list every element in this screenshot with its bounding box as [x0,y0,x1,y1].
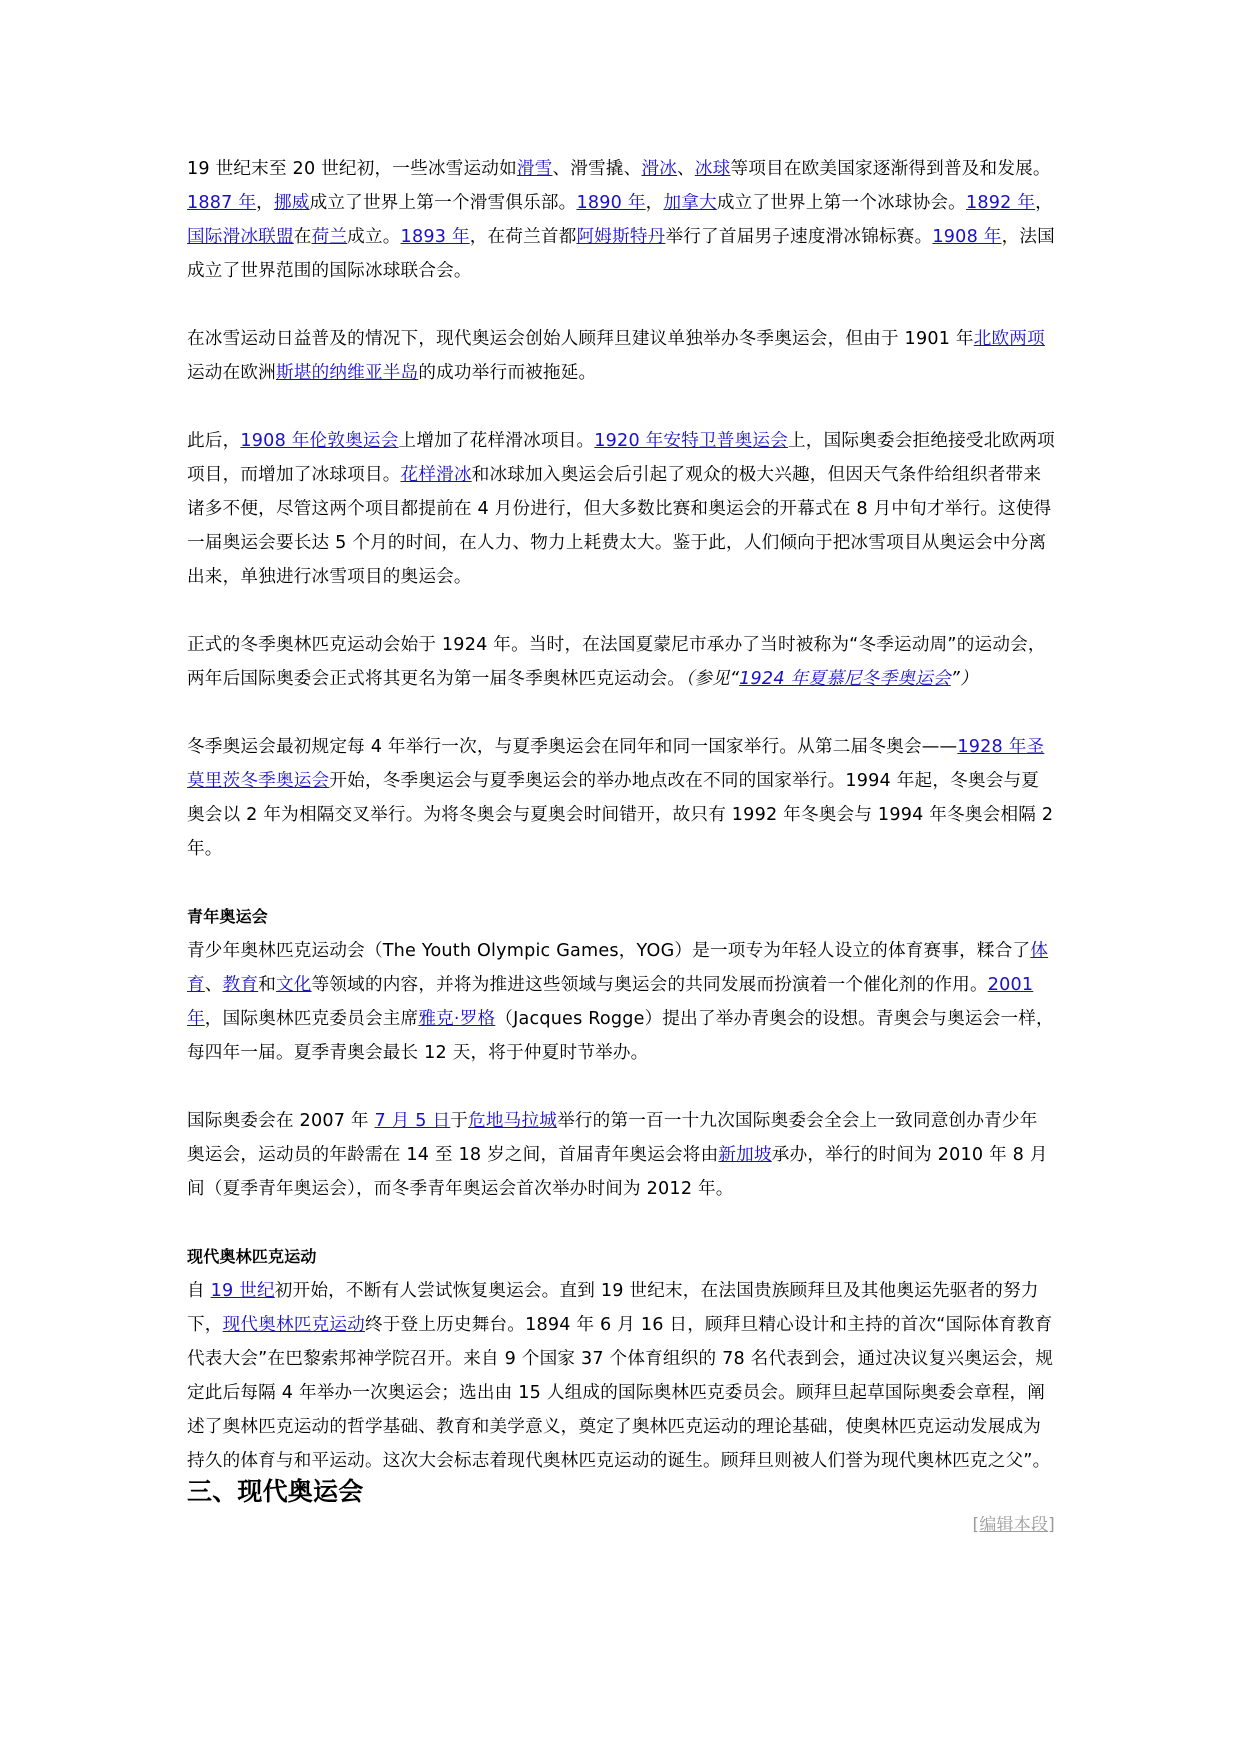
inline-link[interactable]: 1887 年 [187,193,257,213]
text-run: 等项目在欧美国家逐渐得到普及和发展。 [730,159,1051,179]
text-run: ”） [950,669,978,689]
paragraph-modern-olympic-movement [187,1274,1055,1478]
inline-link[interactable]: 19 世纪 [210,1281,275,1301]
paragraph-winter-olympics-schedule [187,730,1055,866]
paragraph-separate-winter-games-proposal [187,322,1055,390]
youth-olympics-heading: 青年奥运会 [187,907,269,926]
text-run: 和冰球加入奥运会后引起了观众的极大兴趣，但因天气条件给组织者带来诸多不便，尽管这两个项目都提前在 4 月份进行，但大多数比赛和奥运会的开幕式在 8 月中旬才举行。这使得一届奥运会要长达 5 个月的时间，在人力、物力上耗费太大。鉴于此，人们倾向于把冰雪项目从奥运会中分离出来，单独进行冰雪项目的奥运会。 [187,465,1052,587]
text-run: ， [256,193,274,213]
text-run: 和 [258,975,276,995]
text-run: 承办，举行的时间为 2010 年 8 月间（夏季青年奥运会），而冬季青年奥运会首次举办时间为 2012 年。 [187,1145,1048,1199]
text-run: 、 [204,975,223,995]
inline-link[interactable]: 滑雪 [516,159,553,179]
text-run: 开始，冬季奥运会与夏季奥运会的举办地点改在不同的国家举行。1994 年起，冬奥会与夏奥会以 2 年为相隔交叉举行。为将冬奥会与夏奥会时间错开，故只有 1992 年冬奥会与 1994 年冬奥会相隔 2 年。 [187,771,1054,859]
inline-link[interactable]: 花样滑冰 [400,465,472,485]
text-run: ， [1035,193,1053,213]
text-run: 成立了世界上第一个滑雪俱乐部。 [309,193,577,213]
text-run: 运动在欧洲 [187,363,276,383]
text-run: 等领域的内容，并将为推进这些领域与奥运会的共同发展而扮演着一个催化剂的作用。 [311,975,988,995]
text-run: 的成功举行而被拖延。 [418,363,597,383]
text-run: 、 [677,159,695,179]
text-run: ，在荷兰首都 [469,227,577,247]
text-run: 在冰雪运动日益普及的情况下，现代奥运会创始人顾拜旦建议单独举办冬季奥运会，但由于 1901 年 [187,329,974,349]
text-run: （Jacques Rogge）提出了举办青奥会的设想。青奥会与奥运会一样，每四年一届。夏季青奥会最长 12 天，将于仲夏时节举办。 [187,1009,1054,1063]
inline-link[interactable]: 1890 年 [576,193,646,213]
inline-link[interactable]: 1892 年 [965,193,1036,213]
paragraph-youth-olympics-intro [187,934,1055,1070]
inline-link[interactable]: 文化 [275,975,312,995]
inline-link[interactable]: 1924 年夏慕尼冬季奥运会 [739,669,951,689]
inline-link[interactable]: 国际滑冰联盟 [187,227,294,247]
text-run: 终于登上历史舞台。1894 年 6 月 16 日，顾拜旦精心设计和主持的首次“国际体育教育代表大会”在巴黎索邦神学院召开。来自 9 个国家 37 个体育组织的 78 名代表到会，通过决议复兴奥运会，规定此后每隔 4 年举办一次奥运会；选出由 15 人组成的国际奥林匹克委员会。顾拜旦起草国际奥委会章程，阐述了奥林匹克运动的哲学基础、教育和美学意义，奠定了奥林匹克运动的理论基础，使奥林匹克运动发展成为持久的体育与和平运动。这次大会标志着现代奥林匹克运动的诞生。顾拜旦则被人们誉为现代奥林匹克之父”。 [187,1315,1054,1471]
text-run: 青少年奥林匹克运动会（The Youth Olympic Games，YOG）是一项专为年轻人设立的体育赛事，糅合了 [187,941,1031,961]
inline-link[interactable]: 阿姆斯特丹 [576,227,666,247]
edit-bracket-open: [ [972,1515,980,1535]
text-run: ，国际奥林匹克委员会主席 [204,1009,419,1029]
inline-link[interactable]: 滑冰 [641,159,678,179]
text-run: 初开始，不断有人尝试恢复奥运会。直到 19 世纪末，在法国贵族顾拜旦及其他奥运先驱者的努力下， [187,1281,1039,1335]
inline-link[interactable]: 教育 [222,975,259,995]
text-run: 举行了首届男子速度滑冰锦标赛。 [665,227,933,247]
text-run: 成立。 [347,227,401,247]
winter-olympics-section [187,152,1055,866]
text-run: 上，国际奥委会拒绝接受北欧两项项目，而增加了冰球项目。 [187,431,1055,485]
text-run: 举行的第一百一十九次国际奥委会全会上一致同意创办青少年奥运会，运动员的年龄需在 14 至 18 岁之间，首届青年奥运会将由 [187,1111,1038,1165]
text-run: 国际奥委会在 2007 年 [187,1111,375,1131]
section-heading: 三、现代奥运会 [187,1477,364,1506]
edit-section [187,1510,1055,1540]
edit-section-link[interactable]: 编辑本段 [979,1515,1049,1535]
inline-link[interactable]: 斯堪的纳维亚半岛 [275,363,419,383]
paragraph-first-winter-olympics [187,628,1055,696]
inline-link[interactable]: 荷兰 [311,227,348,247]
inline-link[interactable]: 1908 年 [932,227,1002,247]
text-run: 成立了世界上第一个冰球协会。 [716,193,966,213]
paragraph-youth-olympics-approval [187,1104,1055,1206]
text-run: 、滑雪撬、 [552,159,642,179]
inline-link[interactable]: 北欧两项 [973,329,1045,349]
text-run: 冬季奥运会最初规定每 4 年举行一次，与夏季奥运会在同年和同一国家举行。从第二届冬奥会—— [187,737,958,757]
inline-link[interactable]: 1928 年圣莫里茨冬季奥运会 [187,737,1045,791]
text-run: 于 [450,1111,469,1131]
inline-link[interactable]: 1908 年伦敦奥运会 [240,431,399,451]
text-run: ，法国成立了世界范围的国际冰球联合会。 [187,227,1055,281]
text-run: ， [645,193,664,213]
document-page [187,152,1055,1540]
youth-olympics-section [187,934,1055,1206]
inline-link[interactable]: 新加坡 [718,1145,772,1165]
text-run: 19 世纪末至 20 世纪初，一些冰雪运动如 [187,159,517,179]
inline-link[interactable]: 危地马拉城 [468,1111,558,1131]
paragraph-winter-sports-history [187,152,1055,288]
inline-link[interactable]: 1893 年 [400,227,470,247]
text-run: 此后， [187,431,241,451]
edit-bracket-close: ] [1048,1515,1055,1535]
inline-link[interactable]: 加拿大 [663,193,717,213]
text-run: 正式的冬季奥林匹克运动会始于 1924 年。当时，在法国夏蒙尼市承办了当时被称为“冬季运动周”的运动会，两年后国际奥委会正式将其更名为第一届冬季奥林匹克运动会。 [187,635,1046,689]
text-run: （参见“ [685,669,740,689]
inline-link[interactable]: 2001 年 [187,975,1034,1029]
inline-link[interactable]: 体育 [187,941,1049,995]
inline-link[interactable]: 7 月 5 日 [374,1111,451,1131]
modern-olympics-section [187,1274,1055,1478]
inline-link[interactable]: 现代奥林匹克运动 [222,1315,365,1335]
inline-link[interactable]: 雅克·罗格 [418,1009,496,1029]
text-run: 自 [187,1281,211,1301]
modern-olympics-heading: 现代奥林匹克运动 [187,1247,317,1266]
inline-link[interactable]: 1920 年安特卫普奥运会 [594,431,788,451]
text-run: 上增加了花样滑冰项目。 [398,431,595,451]
inline-link[interactable]: 冰球 [694,159,731,179]
paragraph-early-olympic-winter-events [187,424,1055,594]
text-run: 在 [293,227,312,247]
inline-link[interactable]: 挪威 [273,193,310,213]
